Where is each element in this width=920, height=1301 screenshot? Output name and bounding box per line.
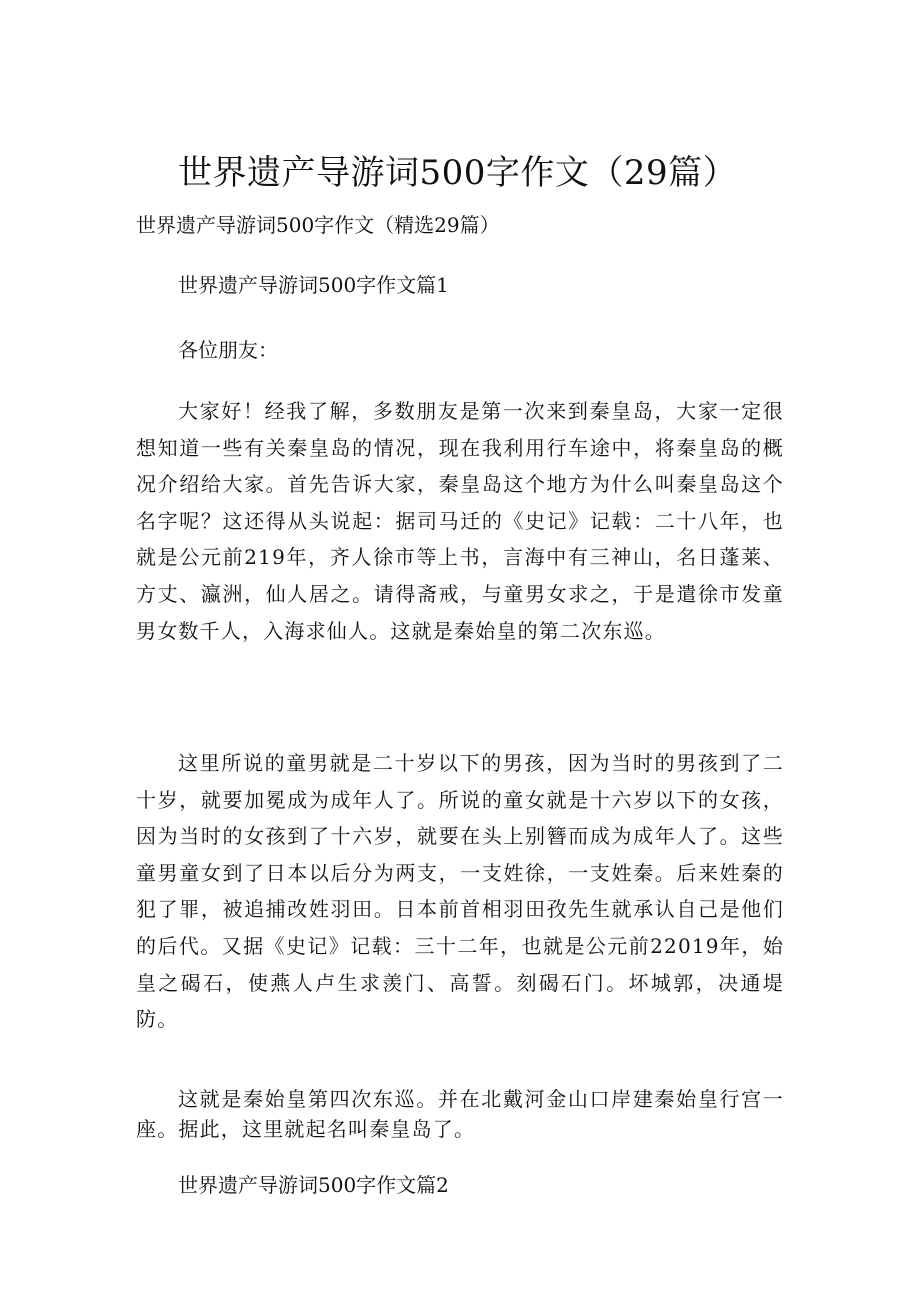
section-heading-2: 世界遗产导游词500字作文篇2	[178, 1173, 449, 1197]
section-heading-1: 世界遗产导游词500字作文篇1	[178, 273, 449, 297]
document-title: 世界遗产导游词500字作文（29篇）	[178, 153, 738, 193]
paragraph-2: 这里所说的童男就是二十岁以下的男孩，因为当时的男孩到了二十岁，就要加冕成为成年人了。所说的童女就是十六岁以下的女孩，因为当时的女孩到了十六岁，就要在头上别簪而成为成年人了。这些童男童女到了日本以后分为两支，一支姓徐，一支姓秦。后来姓秦的犯了罪，被追捕改姓羽田。日本前首相羽田孜先生就承认自己是他们的后代。又据《史记》记载：三十二年，也就是公元前22019年，始皇之碣石，使燕人卢生求羡门、高誓。刻碣石门。坏城郭，决通堤防。	[136, 751, 784, 1032]
paragraph-1: 大家好！经我了解，多数朋友是第一次来到秦皇岛，大家一定很想知道一些有关秦皇岛的情况，现在我利用行车途中，将秦皇岛的概况介绍给大家。首先告诉大家，秦皇岛这个地方为什么叫秦皇岛这个名字呢？这还得从头说起：据司马迁的《史记》记载：二十八年，也就是公元前219年，齐人徐市等上书，言海中有三神山，名日蓬莱、方丈、瀛洲，仙人居之。请得斋戒，与童男女求之，于是遣徐市发童男女数千人，入海求仙人。这就是秦始皇的第二次东巡。	[136, 399, 784, 643]
document-subtitle: 世界遗产导游词500字作文（精选29篇）	[136, 213, 500, 237]
greeting: 各位朋友：	[178, 338, 278, 362]
paragraph-3: 这就是秦始皇第四次东巡。并在北戴河金山口岸建秦始皇行宫一座。据此，这里就起名叫秦皇岛了。	[136, 1087, 784, 1141]
